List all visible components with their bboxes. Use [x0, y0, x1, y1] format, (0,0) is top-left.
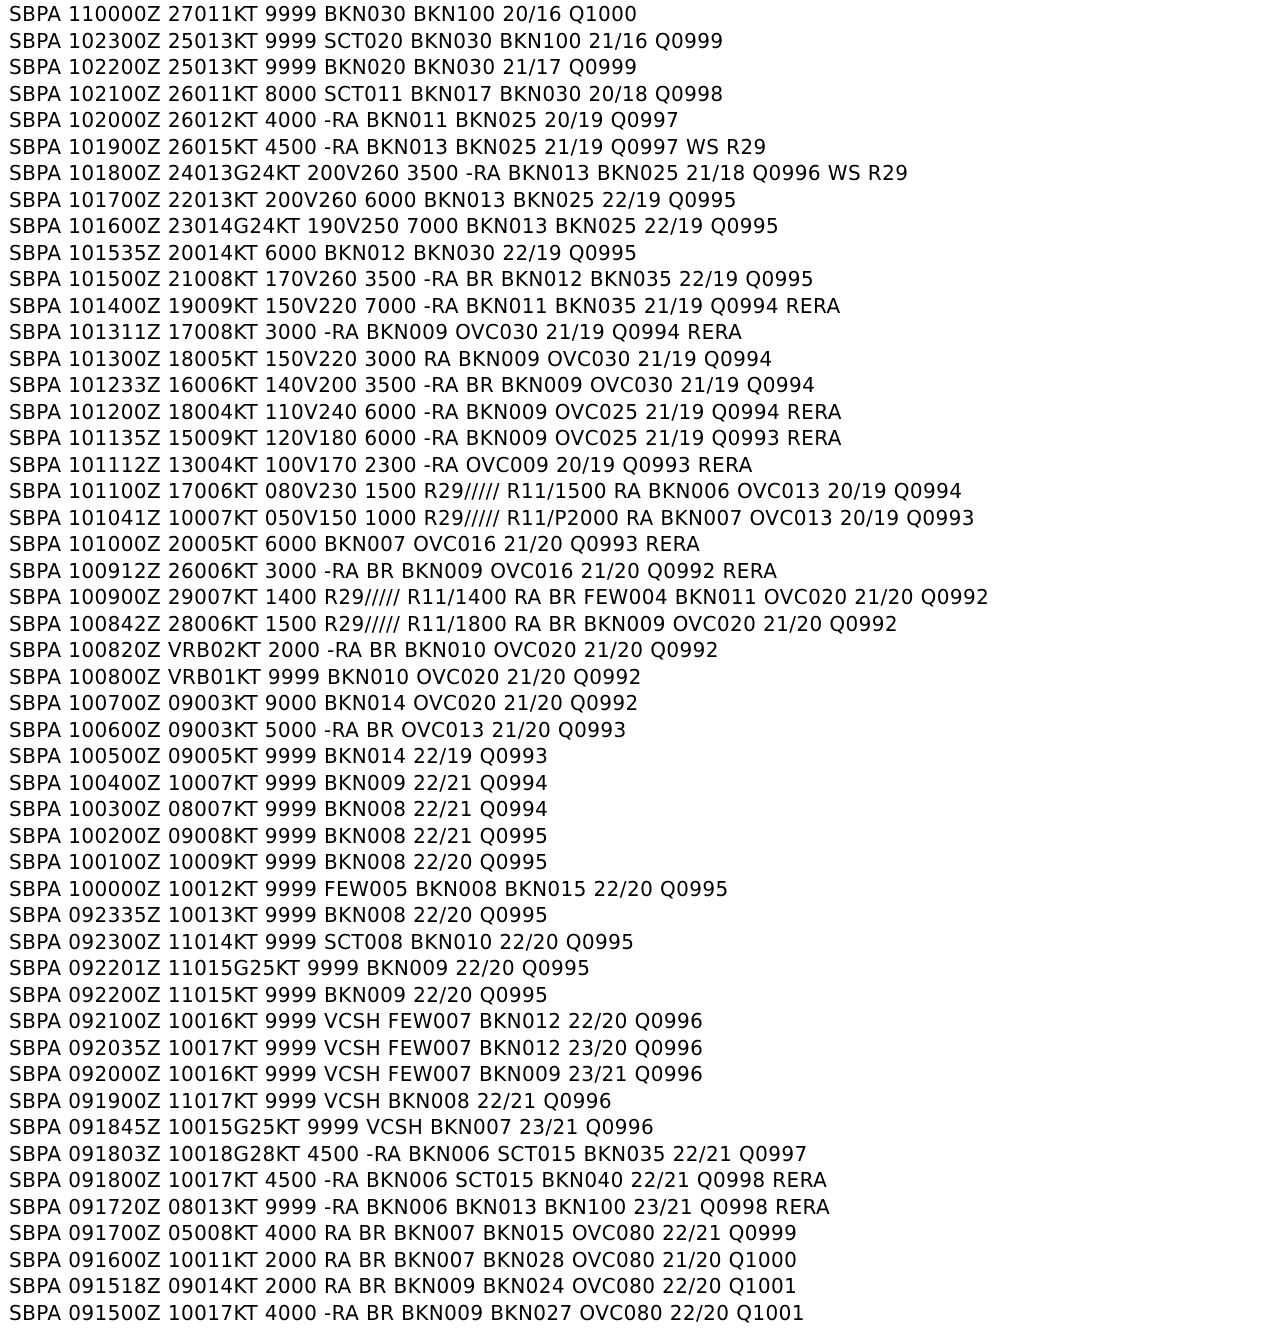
metar-report-line: SBPA 100842Z 28006KT 1500 R29///// R11/1800 RA BR BKN009 OVC020 21/20 Q0992	[9, 611, 899, 636]
metar-report-line: SBPA 091500Z 10017KT 4000 -RA BR BKN009 BKN027 OVC080 22/20 Q1001	[9, 1300, 805, 1325]
metar-report-line: SBPA 100900Z 29007KT 1400 R29///// R11/1400 RA BR FEW004 BKN011 OVC020 21/20 Q0992	[9, 585, 990, 609]
metar-report-line: SBPA 091803Z 10018G28KT 4500 -RA BKN006 SCT015 BKN035 22/21 Q0997	[9, 1141, 808, 1166]
metar-report-line: SBPA 101233Z 16006KT 140V200 3500 -RA BR BKN009 OVC030 21/19 Q0994	[9, 373, 816, 397]
metar-report-list	[9, 1, 989, 1326]
metar-report-line: SBPA 100400Z 10007KT 9999 BKN009 22/21 Q0994	[9, 770, 549, 795]
metar-report-line: SBPA 091720Z 08013KT 9999 -RA BKN006 BKN013 BKN100 23/21 Q0998 RERA	[9, 1194, 831, 1219]
metar-report-line: SBPA 102200Z 25013KT 9999 BKN020 BKN030 21/17 Q0999	[9, 55, 638, 79]
metar-report-line: SBPA 100600Z 09003KT 5000 -RA BR OVC013 21/20 Q0993	[9, 717, 627, 742]
metar-report-line: SBPA 100200Z 09008KT 9999 BKN008 22/21 Q0995	[9, 823, 549, 848]
metar-report-line: SBPA 092335Z 10013KT 9999 BKN008 22/20 Q0995	[9, 903, 549, 927]
metar-report-line: SBPA 100100Z 10009KT 9999 BKN008 22/20 Q0995	[9, 850, 549, 874]
metar-report-line: SBPA 100700Z 09003KT 9000 BKN014 OVC020 21/20 Q0992	[9, 691, 639, 715]
metar-report-line: SBPA 101300Z 18005KT 150V220 3000 RA BKN009 OVC030 21/19 Q0994	[9, 346, 773, 371]
metar-report-line: SBPA 091600Z 10011KT 2000 RA BR BKN007 BKN028 OVC080 21/20 Q1000	[9, 1247, 798, 1272]
metar-report-line: SBPA 101600Z 23014G24KT 190V250 7000 BKN013 BKN025 22/19 Q0995	[9, 214, 780, 238]
metar-report-line: SBPA 100820Z VRB02KT 2000 -RA BR BKN010 OVC020 21/20 Q0992	[9, 638, 719, 662]
metar-report-line: SBPA 101800Z 24013G24KT 200V260 3500 -RA BKN013 BKN025 21/18 Q0996 WS R29	[9, 161, 909, 185]
metar-report-line: SBPA 101700Z 22013KT 200V260 6000 BKN013 BKN025 22/19 Q0995	[9, 187, 737, 212]
metar-report-line: SBPA 092201Z 11015G25KT 9999 BKN009 22/20 Q0995	[9, 956, 591, 980]
metar-report-line: SBPA 101041Z 10007KT 050V150 1000 R29///// R11/P2000 RA BKN007 OVC013 20/19 Q0993	[9, 505, 975, 530]
metar-report-line: SBPA 101100Z 17006KT 080V230 1500 R29///// R11/1500 RA BKN006 OVC013 20/19 Q0994	[9, 479, 963, 503]
metar-report-line: SBPA 101200Z 18004KT 110V240 6000 -RA BKN009 OVC025 21/19 Q0994 RERA	[9, 399, 842, 424]
metar-report-line: SBPA 101311Z 17008KT 3000 -RA BKN009 OVC030 21/19 Q0994 RERA	[9, 320, 743, 344]
metar-report-line: SBPA 101112Z 13004KT 100V170 2300 -RA OVC009 20/19 Q0993 RERA	[9, 452, 753, 477]
metar-report-line: SBPA 102300Z 25013KT 9999 SCT020 BKN030 BKN100 21/16 Q0999	[9, 28, 724, 53]
metar-report-line: SBPA 100500Z 09005KT 9999 BKN014 22/19 Q0993	[9, 744, 549, 768]
metar-report-line: SBPA 092300Z 11014KT 9999 SCT008 BKN010 22/20 Q0995	[9, 929, 635, 954]
metar-report-line: SBPA 091845Z 10015G25KT 9999 VCSH BKN007 23/21 Q0996	[9, 1115, 655, 1139]
metar-report-line: SBPA 101000Z 20005KT 6000 BKN007 OVC016 21/20 Q0993 RERA	[9, 532, 701, 556]
metar-report-line: SBPA 110000Z 27011KT 9999 BKN030 BKN100 20/16 Q1000	[9, 2, 638, 26]
metar-report-line: SBPA 101135Z 15009KT 120V180 6000 -RA BKN009 OVC025 21/19 Q0993 RERA	[9, 426, 842, 450]
metar-report-line: SBPA 092000Z 10016KT 9999 VCSH FEW007 BKN009 23/21 Q0996	[9, 1062, 704, 1086]
metar-report-line: SBPA 100300Z 08007KT 9999 BKN008 22/21 Q0994	[9, 797, 549, 821]
metar-report-line: SBPA 091700Z 05008KT 4000 RA BR BKN007 BKN015 OVC080 22/21 Q0999	[9, 1221, 798, 1245]
metar-report-line: SBPA 091800Z 10017KT 4500 -RA BKN006 SCT015 BKN040 22/21 Q0998 RERA	[9, 1168, 828, 1192]
metar-report-line: SBPA 091518Z 09014KT 2000 RA BR BKN009 BKN024 OVC080 22/20 Q1001	[9, 1274, 798, 1298]
metar-report-line: SBPA 100000Z 10012KT 9999 FEW005 BKN008 BKN015 22/20 Q0995	[9, 876, 729, 901]
metar-report-line: SBPA 092200Z 11015KT 9999 BKN009 22/20 Q0995	[9, 982, 549, 1007]
metar-report-line: SBPA 101900Z 26015KT 4500 -RA BKN013 BKN025 21/19 Q0997 WS R29	[9, 134, 767, 159]
metar-report-line: SBPA 102100Z 26011KT 8000 SCT011 BKN017 BKN030 20/18 Q0998	[9, 81, 724, 106]
metar-report-line: SBPA 092035Z 10017KT 9999 VCSH FEW007 BKN012 23/20 Q0996	[9, 1035, 704, 1060]
metar-report-line: SBPA 100800Z VRB01KT 9999 BKN010 OVC020 21/20 Q0992	[9, 664, 642, 689]
metar-report-line: SBPA 101500Z 21008KT 170V260 3500 -RA BR BKN012 BKN035 22/19 Q0995	[9, 267, 815, 291]
metar-report-line: SBPA 101400Z 19009KT 150V220 7000 -RA BKN011 BKN035 21/19 Q0994 RERA	[9, 293, 841, 318]
metar-report-line: SBPA 091900Z 11017KT 9999 VCSH BKN008 22/21 Q0996	[9, 1088, 612, 1113]
metar-report-line: SBPA 101535Z 20014KT 6000 BKN012 BKN030 22/19 Q0995	[9, 240, 638, 265]
metar-report-line: SBPA 100912Z 26006KT 3000 -RA BR BKN009 OVC016 21/20 Q0992 RERA	[9, 558, 778, 583]
metar-report-line: SBPA 102000Z 26012KT 4000 -RA BKN011 BKN025 20/19 Q0997	[9, 108, 680, 132]
metar-report-line: SBPA 092100Z 10016KT 9999 VCSH FEW007 BKN012 22/20 Q0996	[9, 1009, 704, 1033]
